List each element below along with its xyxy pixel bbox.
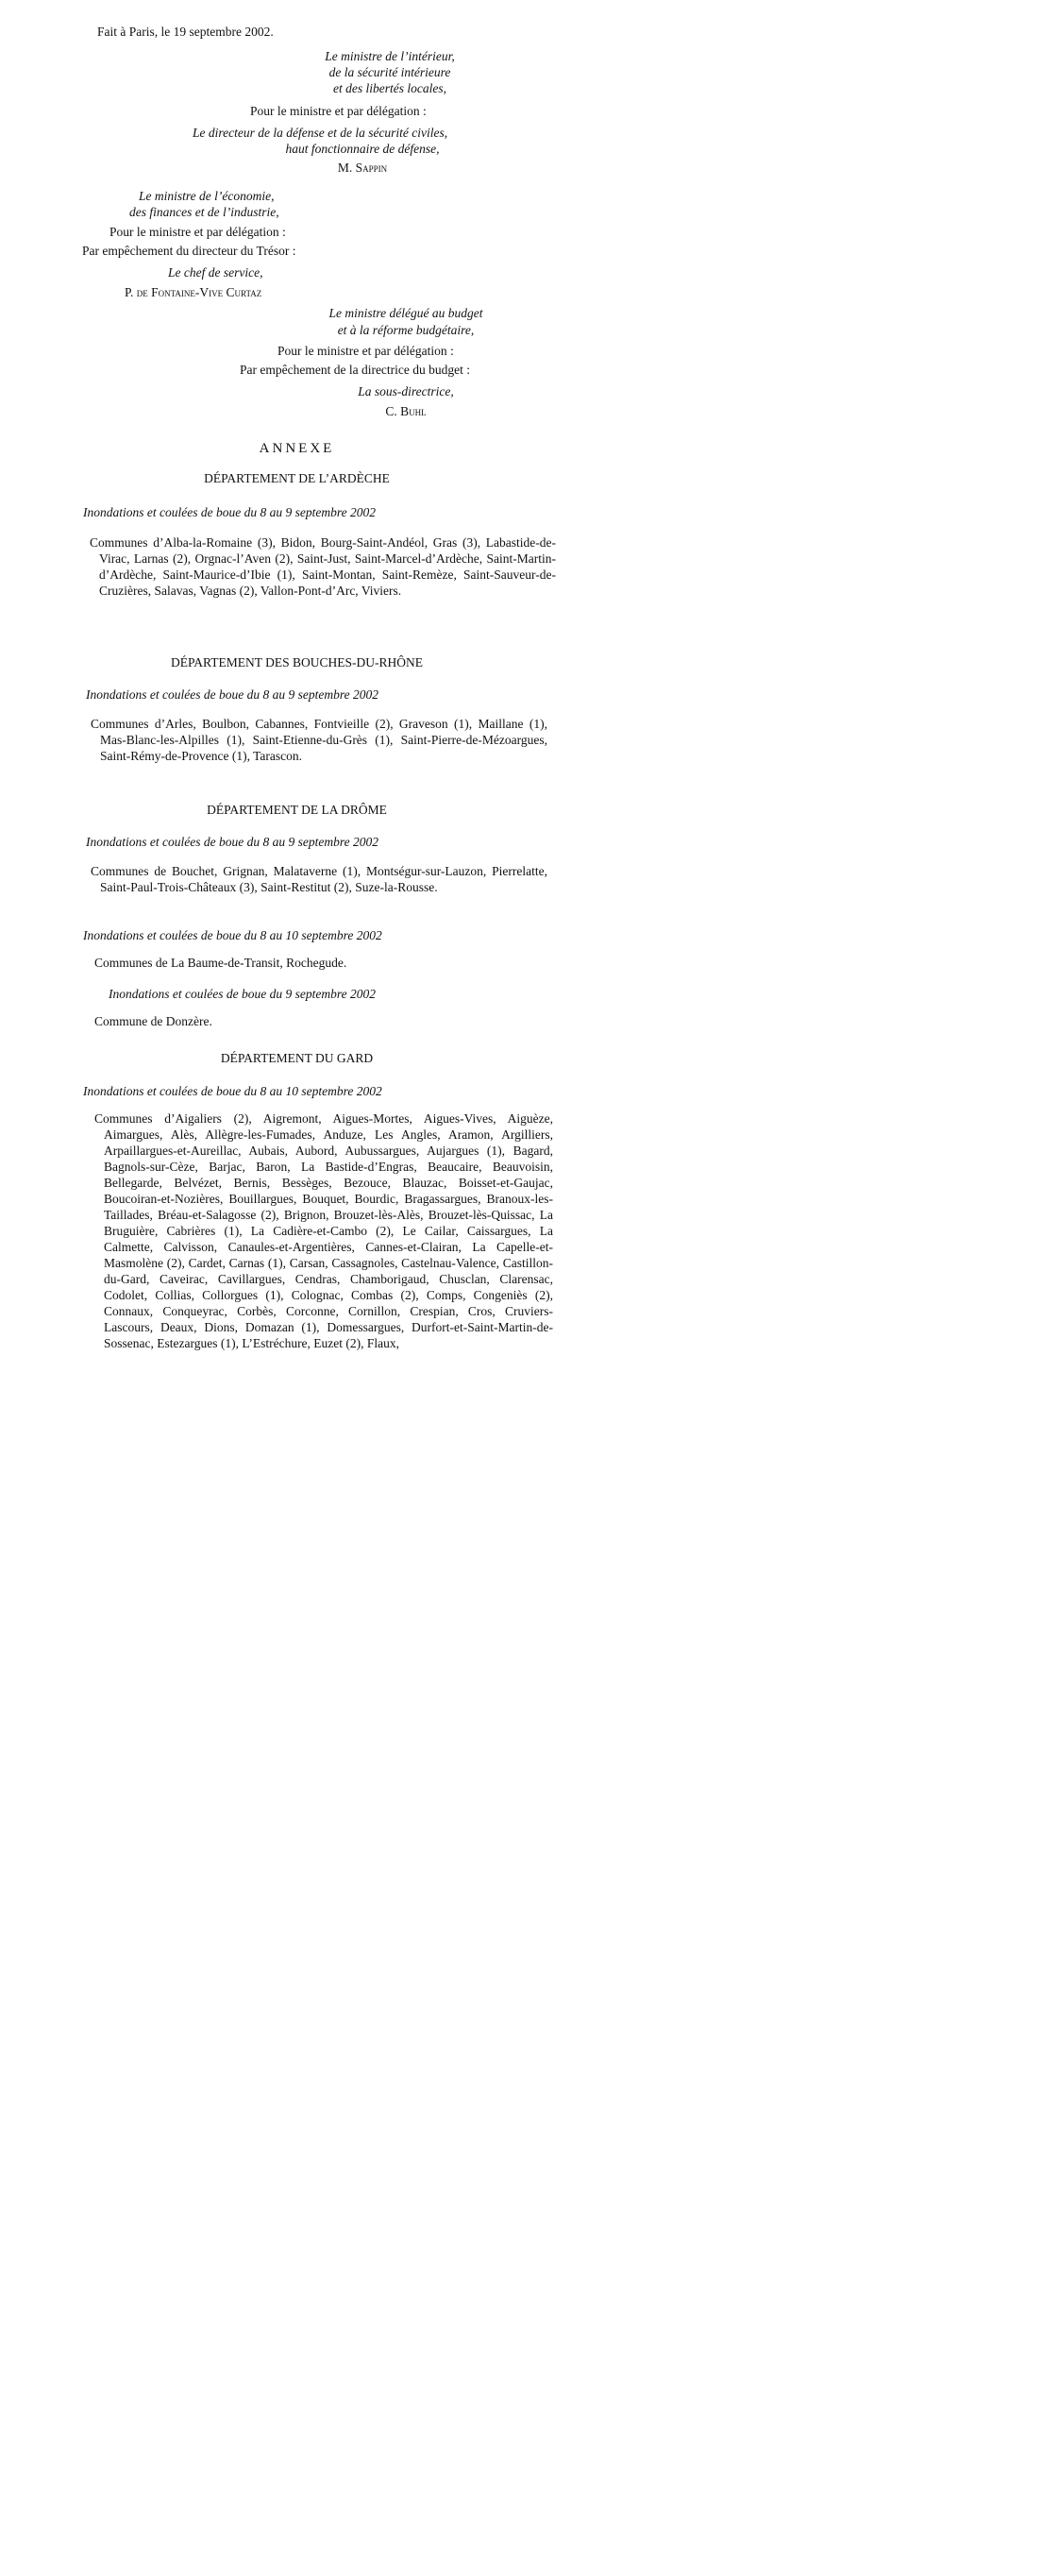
event-title: Inondations et coulées de boue du 8 au 9 septembre 2002 [86, 835, 378, 849]
communes-list: Communes d’Arles, Boulbon, Cabannes, Fontvieille (2), Graveson (1), Maillane (1), Mas-Blanc-les-Alpilles (1), Saint-Etienne-du-Grès (1), Saint-Pierre-de-Mézoargues, Saint-Rémy-de-Provence (1), Tarascon. [91, 717, 547, 763]
department-title: DÉPARTEMENT DE L’ARDÈCHE [204, 471, 390, 485]
sig3-line4: Par empêchement de la directrice du budget : [240, 363, 471, 377]
sig1-line6: haut fonctionnaire de défense, [285, 142, 440, 156]
sig3-line5: La sous-directrice, [358, 384, 454, 398]
sig1-name: M. Sappin [337, 161, 388, 175]
sig2-name: P. de Fontaine-Vive Curtaz [125, 285, 262, 299]
sig2-line1: Le ministre de l’économie, [139, 189, 275, 203]
sig3-line1: Le ministre délégué au budget [328, 306, 483, 320]
communes-list: Communes d’Aigaliers (2), Aigremont, Aigues-Mortes, Aigues-Vives, Aiguèze, Aimargues, Alès, Allègre-les-Fumades, Anduze, Les Angles, Aramon, Argilliers, Arpaillargues-et-Aureillac, Aubais, Aubord, Aubussargues, Aujargues (1), Bagard, Bagnols-sur-Cèze, Barjac, Baron, La Bastide-d’Engras, Beaucaire, Beauvoisin, Bellegarde, Belvézet, Bernis, Bessèges, Bezouce, Blauzac, Boisset-et-Gaujac, Boucoiran-et-Nozières, Bouillargues, Bouquet, Bourdic, Bragassargues, Branoux-les-Taillades, Bréau-et-Salagosse (2), Brignon, Brouzet-lès-Alès, Brouzet-lès-Quissac, La Bruguière, Cabrières (1), La Cadière-et-Cambo (2), Le Cailar, Caissargues, La Calmette, Calvisson, Canaules-et-Argentières, Cannes-et-Clairan, La Capelle-et-Masmolène (2), Cardet, Carnas (1), Carsan, Cassagnoles, Castelnau-Valence, Castillon-du-Gard, Caveirac, Cavillargues, Cendras, Chamborigaud, Chusclan, Clarensac, Codolet, Collias, Collorgues (1), Colognac, Combas (2), Comps, Congeniès (2), Connaux, Conqueyrac, Corbès, Corconne, Cornillon, Crespian, Cros, Cruviers-Lascours, Deaux, Dions, Domazan (1), Domessargues, Durfort-et-Saint-Martin-de-Sossenac, Estezargues (1), L’Estréchure, Euzet (2), Flaux, [94, 1111, 553, 1350]
sig1-line3: et des libertés locales, [333, 81, 446, 95]
sig3-name: C. Buhl [385, 404, 427, 418]
sig1-line2: de la sécurité intérieure [328, 65, 451, 79]
sig2-line2: des finances et de l’industrie, [129, 205, 279, 219]
document-page [0, 0, 594, 1478]
sig1-line4: Pour le ministre et par délégation : [250, 104, 427, 118]
annexe-title: ANNEXE [259, 441, 335, 456]
sig2-line5: Le chef de service, [168, 265, 263, 280]
communes-list: Communes d’Alba-la-Romaine (3), Bidon, Bourg-Saint-Andéol, Gras (3), Labastide-de-Virac, Larnas (2), Orgnac-l’Aven (2), Saint-Just, Saint-Marcel-d’Ardèche, Saint-Martin-d’Ardèche, Saint-Maurice-d’Ibie (1), Saint-Montan, Saint-Remèze, Saint-Sauveur-de-Cruzières, Salavas, Vagnas (2), Vallon-Pont-d’Arc, Viviers. [90, 535, 556, 598]
department-title: DÉPARTEMENT DE LA DRÔME [207, 803, 387, 817]
event-title: Inondations et coulées de boue du 8 au 9 septembre 2002 [83, 505, 376, 519]
done-at-line: Fait à Paris, le 19 septembre 2002. [97, 25, 274, 39]
sig3-line3: Pour le ministre et par délégation : [277, 344, 454, 358]
event-title: Inondations et coulées de boue du 8 au 10 septembre 2002 [83, 928, 382, 942]
sig2-line3: Pour le ministre et par délégation : [109, 225, 286, 239]
sig1-line5: Le directeur de la défense et de la sécurité civiles, [193, 126, 448, 140]
communes-list: Communes de Bouchet, Grignan, Malataverne (1), Montségur-sur-Lauzon, Pierrelatte, Saint-Paul-Trois-Châteaux (3), Saint-Restitut (2), Suze-la-Rousse. [91, 864, 547, 894]
sig1-line1: Le ministre de l’intérieur, [325, 49, 455, 63]
sig3-line2: et à la réforme budgétaire, [337, 323, 475, 337]
sig2-line4: Par empêchement du directeur du Trésor : [82, 244, 296, 258]
department-title: DÉPARTEMENT DU GARD [220, 1051, 374, 1065]
event-title: Inondations et coulées de boue du 8 au 10 septembre 2002 [83, 1084, 382, 1098]
event-title: Inondations et coulées de boue du 9 septembre 2002 [109, 987, 376, 1001]
event-title: Inondations et coulées de boue du 8 au 9 septembre 2002 [86, 687, 378, 702]
communes-list: Commune de Donzère. [94, 1014, 212, 1028]
communes-list: Communes de La Baume-de-Transit, Rochegude. [94, 956, 347, 970]
department-title: DÉPARTEMENT DES BOUCHES-DU-RHÔNE [171, 655, 423, 669]
